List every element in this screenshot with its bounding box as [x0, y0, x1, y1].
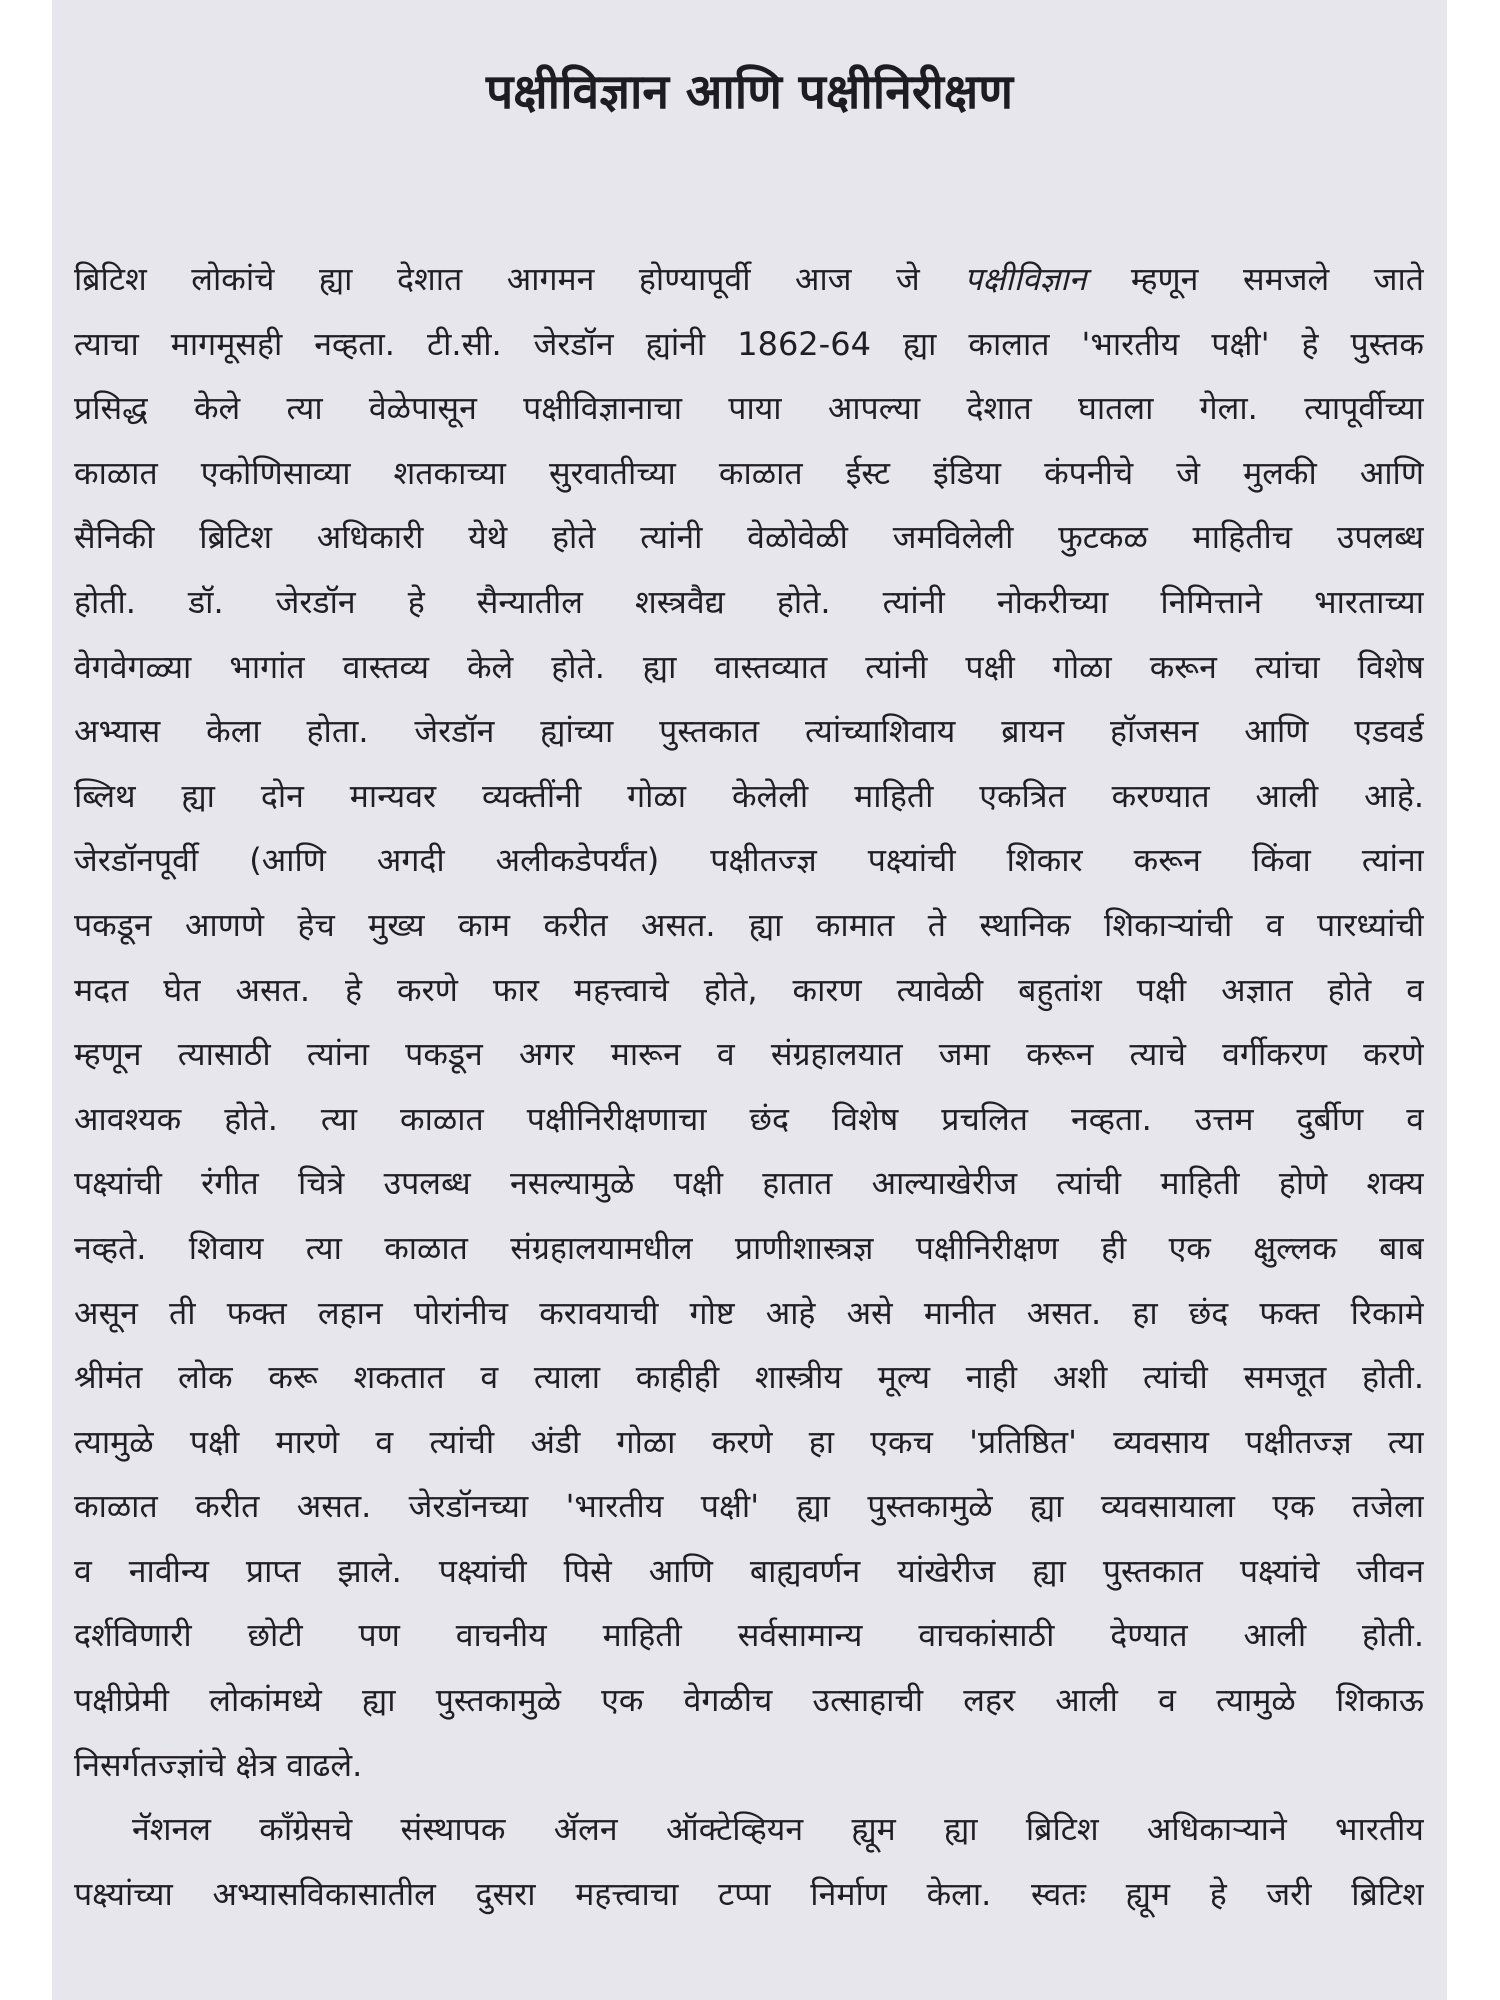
- paragraph-line: वेगवेगळ्या भागांत वास्तव्य केले होते. ह्या वास्तव्यात त्यांनी पक्षी गोळा करून त्यांचा विशेष: [74, 647, 1424, 686]
- paragraph-line: ब्रिटिश लोकांचे ह्या देशात आगमन होण्यापूर्वी आज जे पक्षीविज्ञान म्हणून समजले जाते: [74, 260, 1424, 298]
- paragraph-line: ब्लिथ ह्या दोन मान्यवर व्यक्तींनी गोळा केलेली माहिती एकत्रित करण्यात आली आहे.: [74, 776, 1424, 815]
- paragraph-line: त्याचा मागमूसही नव्हता. टी.सी. जेरडॉन ह्यांनी 1862-64 ह्या कालात 'भारतीय पक्षी' हे पुस्तक: [74, 324, 1424, 363]
- paragraph-line: पक्ष्यांच्या अभ्यासविकासातील दुसरा महत्त्वाचा टप्पा निर्माण केला. स्वतः ह्यूम हे जरी ब्रिटिश: [74, 1874, 1424, 1913]
- paragraph-line: नव्हते. शिवाय त्या काळात संग्रहालयामधील प्राणीशास्त्रज्ञ पक्षीनिरीक्षण ही एक क्षुल्लक बाब: [74, 1228, 1424, 1267]
- paragraph-line: होती. डॉ. जेरडॉन हे सैन्यातील शस्त्रवैद्य होते. त्यांनी नोकरीच्या निमित्ताने भारताच्या: [74, 582, 1424, 621]
- paragraph-line: दर्शविणारी छोटी पण वाचनीय माहिती सर्वसामान्य वाचकांसाठी देण्यात आली होती.: [74, 1616, 1424, 1655]
- paragraph-line: काळात एकोणिसाव्या शतकाच्या सुरवातीच्या काळात ईस्ट इंडिया कंपनीचे जे मुलकी आणि: [74, 453, 1424, 492]
- paragraph-line: सैनिकी ब्रिटिश अधिकारी येथे होते त्यांनी वेळोवेळी जमविलेली फुटकळ माहितीच उपलब्ध: [74, 518, 1424, 557]
- paragraph-line: प्रसिद्ध केले त्या वेळेपासून पक्षीविज्ञानाचा पाया आपल्या देशात घातला गेला. त्यापूर्वीच्या: [74, 389, 1424, 428]
- body-text: [74, 247, 1424, 1926]
- book-page: [52, 0, 1447, 2000]
- paragraph-line: असून ती फक्त लहान पोरांनीच करावयाची गोष्ट आहे असे मानीत असत. हा छंद फक्त रिकामे: [74, 1293, 1424, 1332]
- paragraph-line: त्यामुळे पक्षी मारणे व त्यांची अंडी गोळा करणे हा एकच 'प्रतिष्ठित' व्यवसाय पक्षीतज्ज्ञ त्या: [74, 1422, 1424, 1461]
- paragraph-line: म्हणून त्यासाठी त्यांना पकडून अगर मारून व संग्रहालयात जमा करून त्याचे वर्गीकरण करणे: [74, 1035, 1424, 1074]
- paragraph-line: मदत घेत असत. हे करणे फार महत्त्वाचे होते, कारण त्यावेळी बहुतांश पक्षी अज्ञात होते व: [74, 970, 1424, 1009]
- emphasized-term: पक्षीविज्ञान: [964, 260, 1087, 298]
- paragraph-line: पकडून आणणे हेच मुख्य काम करीत असत. ह्या कामात ते स्थानिक शिकाऱ्यांची व पारध्यांची: [74, 905, 1424, 944]
- paragraph-line: पक्षीप्रेमी लोकांमध्ये ह्या पुस्तकामुळे एक वेगळीच उत्साहाची लहर आली व त्यामुळे शिकाऊ: [74, 1681, 1424, 1720]
- paragraph-line: जेरडॉनपूर्वी (आणि अगदी अलीकडेपर्यंत) पक्षीतज्ज्ञ पक्ष्यांची शिकार करून किंवा त्यांना: [74, 841, 1424, 880]
- page-title: पक्षीविज्ञान आणि पक्षीनिरीक्षण: [485, 64, 1014, 120]
- paragraph-line: नॅशनल कॉंग्रेसचे संस्थापक ॲलन ऑक्टेव्हियन ह्यूम ह्या ब्रिटिश अधिकाऱ्याने भारतीय: [132, 1810, 1424, 1849]
- paragraph-line: काळात करीत असत. जेरडॉनच्या 'भारतीय पक्षी' ह्या पुस्तकामुळे ह्या व्यवसायाला एक तजेला: [74, 1487, 1424, 1526]
- paragraph-line: पक्ष्यांची रंगीत चित्रे उपलब्ध नसल्यामुळे पक्षी हातात आल्याखेरीज त्यांची माहिती होणे शक्य: [74, 1164, 1424, 1203]
- paragraph-line: श्रीमंत लोक करू शकतात व त्याला काहीही शास्त्रीय मूल्य नाही अशी त्यांची समजूत होती.: [74, 1358, 1424, 1397]
- paragraph-line: व नावीन्य प्राप्त झाले. पक्ष्यांची पिसे आणि बाह्यवर्णन यांखेरीज ह्या पुस्तकात पक्ष्यांचे जीवन: [74, 1551, 1424, 1590]
- paragraph-line: अभ्यास केला होता. जेरडॉन ह्यांच्या पुस्तकात त्यांच्याशिवाय ब्रायन हॉजसन आणि एडवर्ड: [74, 712, 1424, 751]
- paragraph-line: आवश्यक होते. त्या काळात पक्षीनिरीक्षणाचा छंद विशेष प्रचलित नव्हता. उत्तम दुर्बीण व: [74, 1099, 1424, 1138]
- paragraph-line: निसर्गतज्ज्ञांचे क्षेत्र वाढले.: [74, 1745, 363, 1784]
